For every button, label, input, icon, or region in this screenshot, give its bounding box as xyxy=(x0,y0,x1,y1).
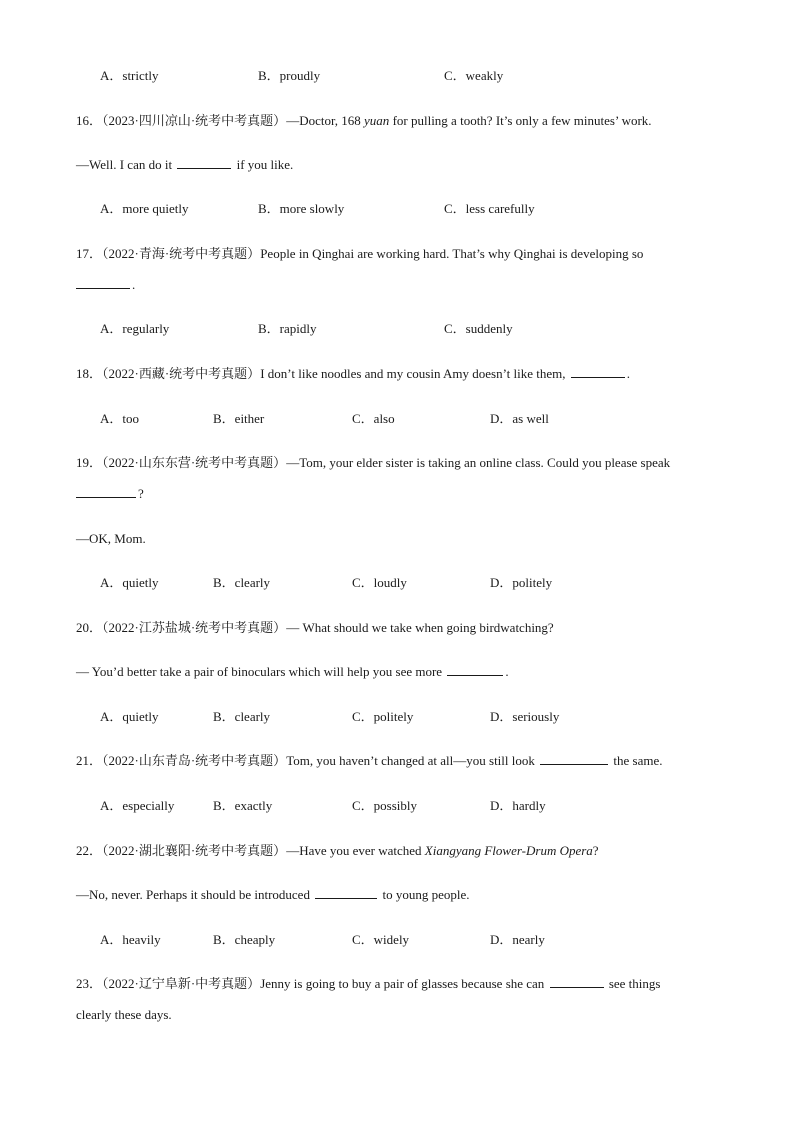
q22-text: —Have you ever watched xyxy=(286,843,425,858)
q17-option-c: C．suddenly xyxy=(444,321,513,336)
q22-source: （2022·湖北襄阳·统考中考真题） xyxy=(102,843,287,858)
answer-blank[interactable] xyxy=(76,485,136,498)
q20-reply xyxy=(76,663,718,681)
q16-option-b: B．more slowly xyxy=(258,201,345,216)
q16-text: —Doctor, 168 xyxy=(286,113,365,128)
q19-continuation xyxy=(76,485,718,503)
q20-option-d: D．seriously xyxy=(490,709,560,724)
q21-option-d: D．hardly xyxy=(490,798,546,813)
q22-reply xyxy=(76,886,718,904)
q20-number: 20． xyxy=(76,620,103,635)
answer-blank[interactable] xyxy=(315,886,377,899)
q22-option-d: D．nearly xyxy=(490,932,545,947)
q19-tail: ? xyxy=(138,486,144,501)
q18-tail: . xyxy=(626,366,631,381)
q19-question xyxy=(76,454,718,472)
q16-option-c: C．less carefully xyxy=(444,201,535,216)
answer-blank[interactable] xyxy=(550,975,604,988)
q22-italic-title: Xiangyang Flower-Drum Opera xyxy=(424,843,593,858)
q19-source: （2022·山东东营·统考中考真题） xyxy=(102,455,287,470)
q21-source: （2022·山东青岛·统考中考真题） xyxy=(102,753,287,768)
q18-option-d: D．as well xyxy=(490,411,549,426)
answer-blank[interactable] xyxy=(540,752,608,765)
q18-option-a: A．too xyxy=(100,411,140,426)
q20-reply-tail: . xyxy=(505,664,509,679)
answer-blank[interactable] xyxy=(177,156,231,169)
q22-option-b: B．cheaply xyxy=(213,932,276,947)
q17-option-b: B．rapidly xyxy=(258,321,317,336)
q18-text: I don’t like noodles and my cousin Amy doesn’t like them, xyxy=(260,366,569,381)
q19-text: —Tom, your elder sister is taking an online class. Could you please speak xyxy=(286,455,671,470)
q20-option-b: B．clearly xyxy=(213,709,271,724)
q21-number: 21． xyxy=(76,753,103,768)
q18-question xyxy=(76,365,718,383)
q20-question xyxy=(76,619,718,637)
q20-reply-text: — You’d better take a pair of binoculars which will help you see more xyxy=(76,664,446,679)
q22-number: 22． xyxy=(76,843,103,858)
q19-reply-text: —OK, Mom. xyxy=(76,531,146,546)
q16-dialog-line xyxy=(76,156,718,174)
q18-number: 18． xyxy=(76,366,103,381)
q16-number: 16． xyxy=(76,113,103,128)
q20-text: — What should we take when going birdwatching? xyxy=(286,620,554,635)
q22-reply-text: —No, never. Perhaps it should be introduced xyxy=(76,887,314,902)
q23-line2: clearly these days. xyxy=(76,1007,172,1022)
q22-option-a: A．heavily xyxy=(100,932,161,947)
q21-option-b: B．exactly xyxy=(213,798,273,813)
q20-source: （2022·江苏盐城·统考中考真题） xyxy=(102,620,287,635)
q17-source: （2022·青海·统考中考真题） xyxy=(102,246,261,261)
q16-italic: yuan xyxy=(364,113,390,128)
q17-question xyxy=(76,245,718,263)
q21-question xyxy=(76,752,718,770)
q15-option-a: A．strictly xyxy=(100,68,159,83)
q16-question xyxy=(76,112,718,130)
q15-option-c: C．weakly xyxy=(444,68,504,83)
q17-option-a: A．regularly xyxy=(100,321,170,336)
q16-text-end: for pulling a tooth? It’s only a few minutes’ work. xyxy=(389,113,652,128)
q18-option-b: B．either xyxy=(213,411,265,426)
q22-option-c: C．widely xyxy=(352,932,410,947)
q20-option-c: C．politely xyxy=(352,709,414,724)
q23-source: （2022·辽宁阜新·中考真题） xyxy=(102,976,261,991)
q21-option-c: C．possibly xyxy=(352,798,418,813)
q16-source: （2023·四川凉山·统考中考真题） xyxy=(102,113,287,128)
q23-number: 23． xyxy=(76,976,103,991)
q23-text: Jenny is going to buy a pair of glasses because she can xyxy=(260,976,548,991)
answer-blank[interactable] xyxy=(447,663,503,676)
q19-option-c: C．loudly xyxy=(352,575,407,590)
q19-option-d: D．politely xyxy=(490,575,553,590)
q19-option-a: A．quietly xyxy=(100,575,159,590)
answer-blank[interactable] xyxy=(76,276,130,289)
q18-option-c: C．also xyxy=(352,411,395,426)
q19-option-b: B．clearly xyxy=(213,575,271,590)
q17-tail: . xyxy=(132,277,136,292)
q22-question xyxy=(76,842,718,860)
q19-reply xyxy=(76,530,718,548)
q22-tail: ? xyxy=(592,843,599,858)
q16-line2-tail: if you like. xyxy=(233,157,294,172)
answer-blank[interactable] xyxy=(571,365,625,378)
q15-option-b: B．proudly xyxy=(258,68,321,83)
q23-continuation xyxy=(76,1006,718,1024)
q17-text: People in Qinghai are working hard. That’s why Qinghai is developing so xyxy=(260,246,644,261)
q20-option-a: A．quietly xyxy=(100,709,159,724)
q18-source: （2022·西藏·统考中考真题） xyxy=(102,366,261,381)
q23-text-end: see things xyxy=(605,976,661,991)
q21-tail: the same. xyxy=(610,753,663,768)
q19-number: 19． xyxy=(76,455,103,470)
q17-continuation xyxy=(76,276,718,294)
q17-number: 17． xyxy=(76,246,103,261)
q16-option-a: A．more quietly xyxy=(100,201,189,216)
q23-question xyxy=(76,975,718,993)
q16-line2-text: —Well. I can do it xyxy=(76,157,176,172)
q21-text: Tom, you haven’t changed at all—you still look xyxy=(286,753,539,768)
q22-reply-tail: to young people. xyxy=(379,887,470,902)
q21-option-a: A．especially xyxy=(100,798,175,813)
